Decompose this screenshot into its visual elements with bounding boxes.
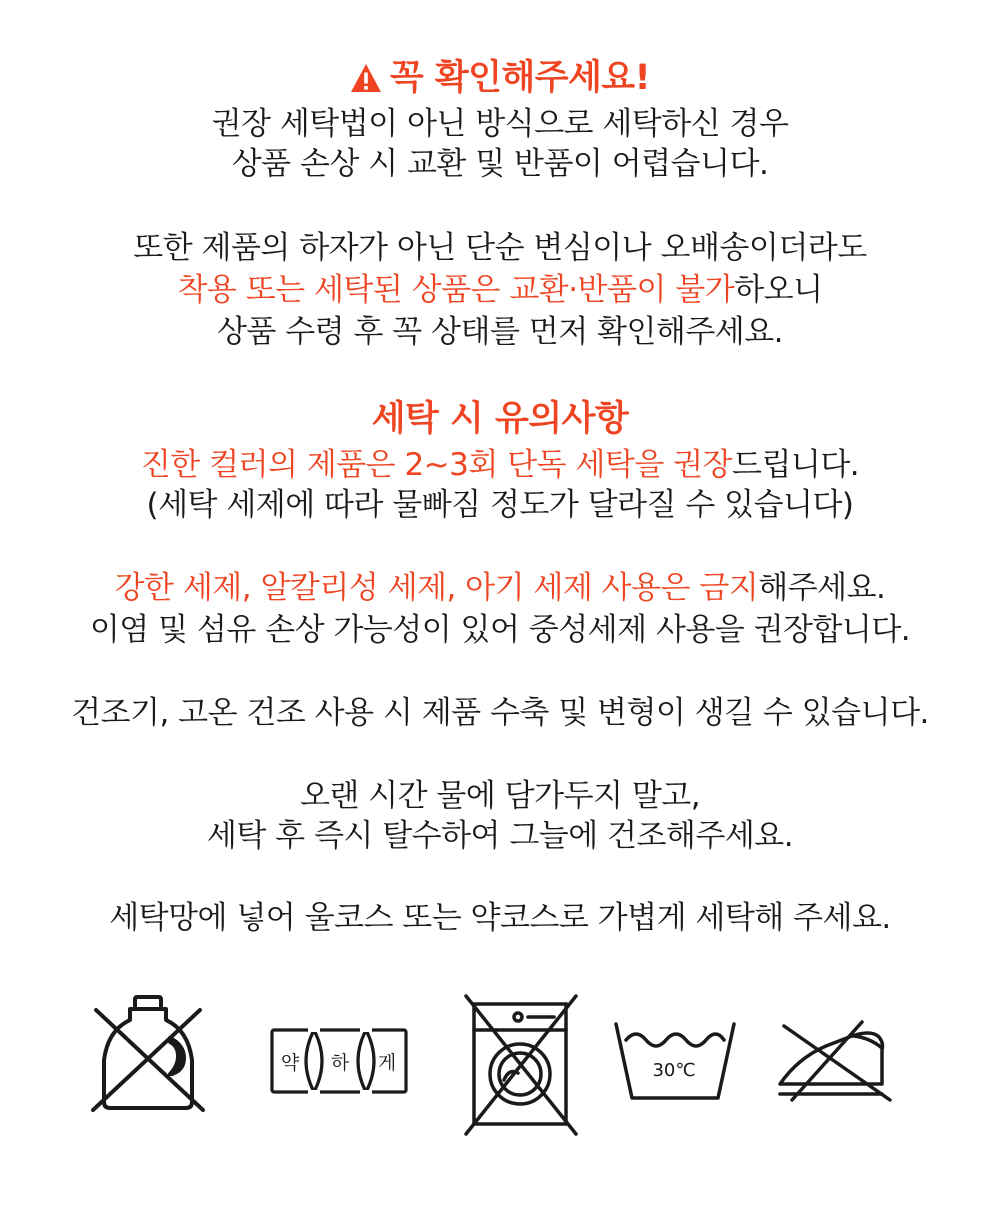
- washing-p4-line-2: 세탁 후 즉시 탈수하여 그늘에 건조해주세요.: [206, 818, 794, 854]
- gentle-label-3: 게: [377, 1052, 397, 1074]
- washing-p3: 건조기, 고온 건조 사용 시 제품 수축 및 변형이 생길 수 있습니다.: [71, 695, 929, 731]
- gentle-label-2: 하: [330, 1052, 350, 1074]
- washing-p1-highlight: 진한 컬러의 제품은 2~3회 단독 세탁을 권장: [140, 447, 733, 483]
- notice-line-1: 권장 세탁법이 아닌 방식으로 세탁하신 경우: [211, 106, 789, 142]
- no-machine-wash-icon: [462, 994, 580, 1136]
- washing-p5: 세탁망에 넣어 울코스 또는 약코스로 가볍게 세탁해 주세요.: [109, 900, 891, 936]
- care-icons-row: [0, 990, 1000, 1140]
- washing-p1-line-1: [0, 445, 1000, 485]
- notice-line-2: 상품 손상 시 교환 및 반품이 어렵습니다.: [231, 146, 769, 182]
- defect-line-3: 상품 수령 후 꼭 상태를 먼저 확인해주세요.: [216, 314, 784, 350]
- warning-icon: [350, 59, 382, 105]
- washing-p2-rest: 해주세요.: [758, 570, 886, 606]
- washing-p4-line-1: 오랜 시간 물에 담가두지 말고,: [299, 778, 701, 814]
- no-bleach-detergent-icon: [88, 990, 208, 1115]
- gentle-label-1: 약: [280, 1052, 300, 1074]
- notice-title: 꼭 확인해주세요!: [389, 58, 651, 98]
- defect-line-2: [0, 270, 1000, 310]
- gentle-wash-icon: [268, 1026, 410, 1096]
- wash-30c-icon: [612, 1018, 738, 1104]
- temperature-label: 30℃: [652, 1060, 696, 1081]
- defect-line-2-rest: 하오니: [734, 272, 823, 308]
- washing-p2-line-1: [0, 568, 1000, 608]
- washing-p1-rest: 드립니다.: [732, 447, 860, 483]
- washing-p1-line-2: (세탁 세제에 따라 물빠짐 정도가 달라질 수 있습니다): [146, 487, 854, 523]
- defect-line-2-highlight: 착용 또는 세탁된 상품은 교환·반품이 불가: [177, 272, 735, 308]
- no-iron-icon: [770, 1020, 894, 1102]
- notice-title-row: [0, 55, 1000, 105]
- washing-title: 세탁 시 유의사항: [371, 399, 629, 439]
- defect-line-1: 또한 제품의 하자가 아닌 단순 변심이나 오배송이더라도: [133, 230, 867, 266]
- washing-p2-highlight: 강한 세제, 알칼리성 세제, 아기 세제 사용은 금지: [114, 570, 759, 606]
- washing-p2-line-2: 이염 및 섬유 손상 가능성이 있어 중성세제 사용을 권장합니다.: [89, 612, 911, 648]
